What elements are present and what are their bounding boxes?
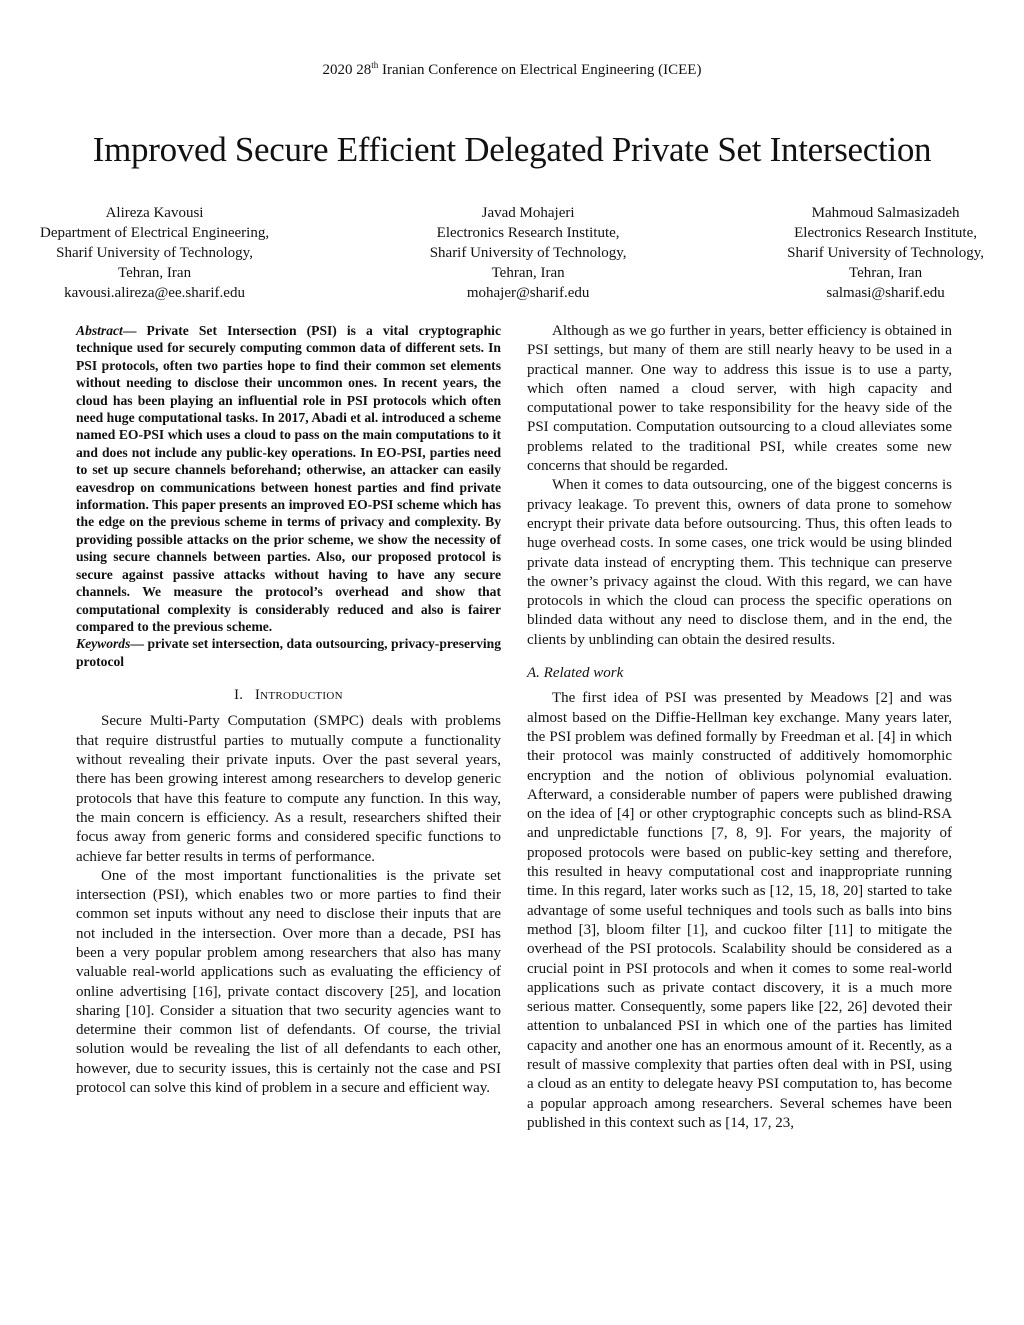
section-first-letter: I [254, 687, 261, 704]
keywords-text: private set intersection, data outsourcing, privacy-preserving protocol [76, 636, 501, 669]
author-dept: Department of Electrical Engineering, [40, 225, 270, 241]
abstract-label: Abstract [76, 323, 123, 338]
author-univ: Sharif University of Technology, [429, 245, 627, 261]
author-1 [40, 203, 269, 303]
author-city: Tehran, Iran [491, 265, 565, 281]
author-dept: Electronics Research Institute, [436, 225, 620, 241]
intro-paragraph-2: One of the most important functionalities is the private set intersection (PSI), which enables two or more parties to find their common set inputs without any need to disclose their inputs that are not included in the intersection. Over more than a decade, PSI has been a very popular problem among researchers that also has many valuable real-world applications such as evaluating the efficiency of online advertising [16], private contact discovery [25], and location sharing [10]. Consider a situation that two security agencies want to determine their common list of defendants. Of course, the trivial solution would be revealing the list of all defendants to each other, however, due to security issues, this is certainly not the case and PSI protocol can solve this kind of problem in a secure and efficient way. [76, 867, 501, 1097]
keywords-label: Keywords [76, 636, 131, 652]
left-column [76, 322, 501, 1098]
author-dept: Electronics Research Institute, [794, 225, 977, 241]
author-univ: Sharif University of Technology, [56, 245, 253, 261]
right-column [527, 322, 952, 1133]
abstract-dash: — [122, 323, 147, 338]
author-name: Javad Mohajeri [481, 205, 575, 221]
author-3 [787, 203, 984, 303]
keywords [76, 635, 501, 670]
header-prefix: 2020 28 [322, 62, 372, 78]
author-email: mohajer@sharif.edu [466, 285, 590, 301]
header-suffix: Iranian Conference on Electrical Engineering (ICEE) [378, 62, 702, 78]
author-univ: Sharif University of Technology, [787, 245, 984, 261]
abstract [76, 322, 501, 635]
header-sup: th [371, 60, 379, 70]
right-paragraph-1: Although as we go further in years, better efficiency is obtained in PSI settings, but many of them are still nearly heavy to be used in a practical manner. One way to address this issue is to use a party, which often named a cloud server, with high capacity and computational power to take responsibility for the heavy side of the PSI computation. Computation outsourcing to a cloud alleviates some problems related to the traditional PSI, while creates some new concerns that should be regarded. [527, 323, 952, 475]
author-email: salmasi@sharif.edu [826, 285, 945, 301]
subsection-heading-related-work: A. Related work [527, 665, 624, 682]
author-2 [430, 203, 627, 303]
author-city: Tehran, Iran [849, 265, 923, 281]
abstract-text: Private Set Intersection (PSI) is a vital cryptographic technique used for securely computing common data of different sets. In PSI protocols, often two parties hope to find their common set elements without needing to disclose their uncommon ones. In recent years, the cloud has been playing an influential role in PSI protocols which often need huge computational tasks. In 2017, Abadi et al. introduced a scheme named EO-PSI which uses a cloud to pass on the main computations to it and does not include any public-key operations. In EO-PSI, parties need to set up secure channels beforehand; otherwise, an attacker can easily eavesdrop on communications between honest parties and find private information. This paper presents an improved EO-PSI scheme which has the edge on the previous scheme in terms of privacy and complexity. By providing possible attacks on the prior scheme, we show the necessity of using secure channels between parties. Also, our proposed protocol is secure against passive attacks without having to have any secure channels. We measure the protocol’s overhead and show that computational complexity is considerably reduced and also is fairer compared to the previous scheme. [76, 323, 501, 634]
author-name: Alireza Kavousi [105, 205, 204, 221]
right-paragraph-2: When it comes to data outsourcing, one of the biggest concerns is privacy leakage. To prevent this, owners of data prone to somehow encrypt their private data before outsourcing. Thus, this often leads to huge overhead costs. In some cases, one trick would be using blinded private data instead of encrypting them. This technique can preserve the owner’s privacy against the cloud. With this regard, we can have protocols in which the cloud can process the specific operations on blinded data without any need to disclose them, and in the end, the clients by unblinding can obtain the desired results. [527, 477, 952, 648]
author-city: Tehran, Iran [118, 265, 192, 281]
keywords-dash: — [130, 636, 148, 652]
section-numeral: I. [234, 687, 244, 704]
section-rest: NTRODUCTION [260, 690, 343, 703]
intro-paragraph-1: Secure Multi-Party Computation (SMPC) deals with problems that require distrustful parties to mutually compute a functionality without revealing their private inputs. Over the past several years, there has been growing interest among researchers to develop generic protocols that have this feature to compute any function. In this way, the main concern is efficiency. As a result, researchers shifted their focus away from generic forms and considered specific functions to achieve far better results in terms of performance. [76, 713, 501, 865]
conference-header [0, 60, 1024, 79]
author-email: kavousi.alireza@ee.sharif.edu [64, 285, 245, 301]
paper-title: Improved Secure Efficient Delegated Private Set Intersection [92, 130, 932, 169]
author-block [40, 203, 984, 303]
author-name: Mahmoud Salmasizadeh [811, 205, 960, 221]
section-heading-introduction [76, 686, 501, 706]
right-paragraph-3: The first idea of PSI was presented by Meadows [2] and was almost based on the Diffie-Hellman key exchange. Many years later, the PSI problem was defined formally by Freedman et al. [4] in which their protocol was mainly constructed of additively homomorphic encryption and the notion of oblivious polynomial evaluation. Afterward, a considerable number of papers were published drawing on the idea of [4] or other cryptographic concepts such as blind-RSA and unpredictable functions [7, 8, 9]. For years, the majority of proposed protocols were based on public-key setting and therefore, this resulted in heavy computational cost and inappropriate running time. In this regard, later works such as [12, 15, 18, 20] started to take advantage of some useful techniques and tools such as balls into bins method [3], bloom filter [1], and cuckoo filter [11] to mitigate the overhead of the PSI protocols. Scalability should be considered as a crucial point in PSI protocols and when it comes to some real-world applications such as private contact discovery, it is a much more serious matter. Consequently, some papers like [22, 26] devoted their attention to unbalanced PSI in which one of the parties has limited capacity and another one has an enormous amount of it. Recently, as a result of massive complexity that parties often deal with in PSI, using a cloud as an entity to delegate heavy PSI computation to, has become a popular approach among researchers. Several schemes have been published in this context such as [14, 17, 23, [527, 690, 952, 1131]
